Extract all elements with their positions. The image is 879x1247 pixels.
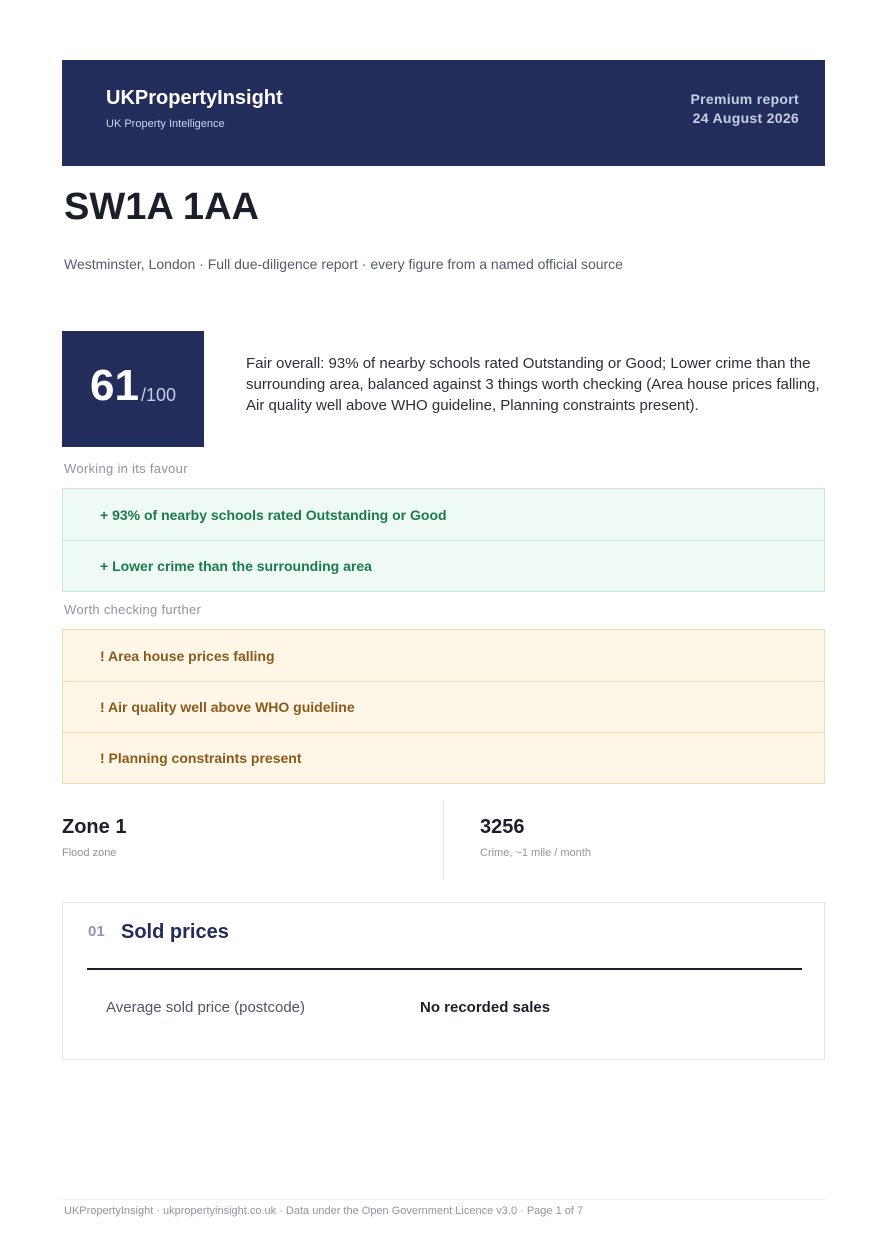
score-summary: Fair overall: 93% of nearby schools rated Outstanding or Good; Lower crime than the surrounding area, balanced against 3 things worth checking (Area house prices falling, Air quality well above WHO guideline, Planning constraints present).	[246, 355, 820, 414]
check-item: ! Area house prices falling	[100, 647, 275, 664]
report-type: Premium report	[690, 91, 799, 107]
checks-list	[62, 629, 825, 784]
stat-label: Flood zone	[62, 847, 117, 859]
section-divider	[87, 968, 802, 970]
page-title: SW1A 1AA	[64, 186, 259, 228]
favour-list	[62, 488, 825, 592]
row-value: No recorded sales	[420, 999, 551, 1016]
favour-item: + Lower crime than the surrounding area	[63, 540, 824, 591]
flood-zone-stat	[62, 800, 444, 880]
crime-stat	[480, 800, 825, 880]
check-item: ! Air quality well above WHO guideline	[63, 681, 824, 732]
stat-label: Crime, ~1 mile / month	[480, 847, 591, 859]
score-badge	[62, 331, 204, 447]
stat-value: 3256	[480, 816, 525, 838]
report-date: 24 August 2026	[692, 110, 799, 126]
report-meta	[691, 90, 799, 128]
page-subtitle: Westminster, London · Full due-diligence report · every figure from a named official source	[64, 256, 623, 272]
favour-heading: Working in its favour	[64, 461, 188, 476]
stat-value: Zone 1	[62, 816, 127, 838]
favour-item: + 93% of nearby schools rated Outstanding or Good	[100, 506, 447, 523]
report-header	[62, 60, 825, 166]
section-number: 01	[88, 923, 105, 940]
footer-divider	[62, 1199, 825, 1200]
score-max: /100	[141, 385, 177, 405]
brand-tagline: UK Property Intelligence	[106, 118, 225, 130]
checks-heading: Worth checking further	[64, 602, 202, 617]
page-footer: UKPropertyInsight · ukpropertyinsight.co.uk · Data under the Open Government Licence v3.0 · Page 1 of 7	[64, 1205, 584, 1217]
section-title: Sold prices	[121, 921, 229, 943]
row-label: Average sold price (postcode)	[106, 999, 305, 1016]
score-value: 61	[90, 361, 139, 410]
brand-name: UKPropertyInsight	[106, 87, 283, 109]
sold-prices-card	[62, 902, 825, 1060]
check-item: ! Planning constraints present	[63, 732, 824, 783]
